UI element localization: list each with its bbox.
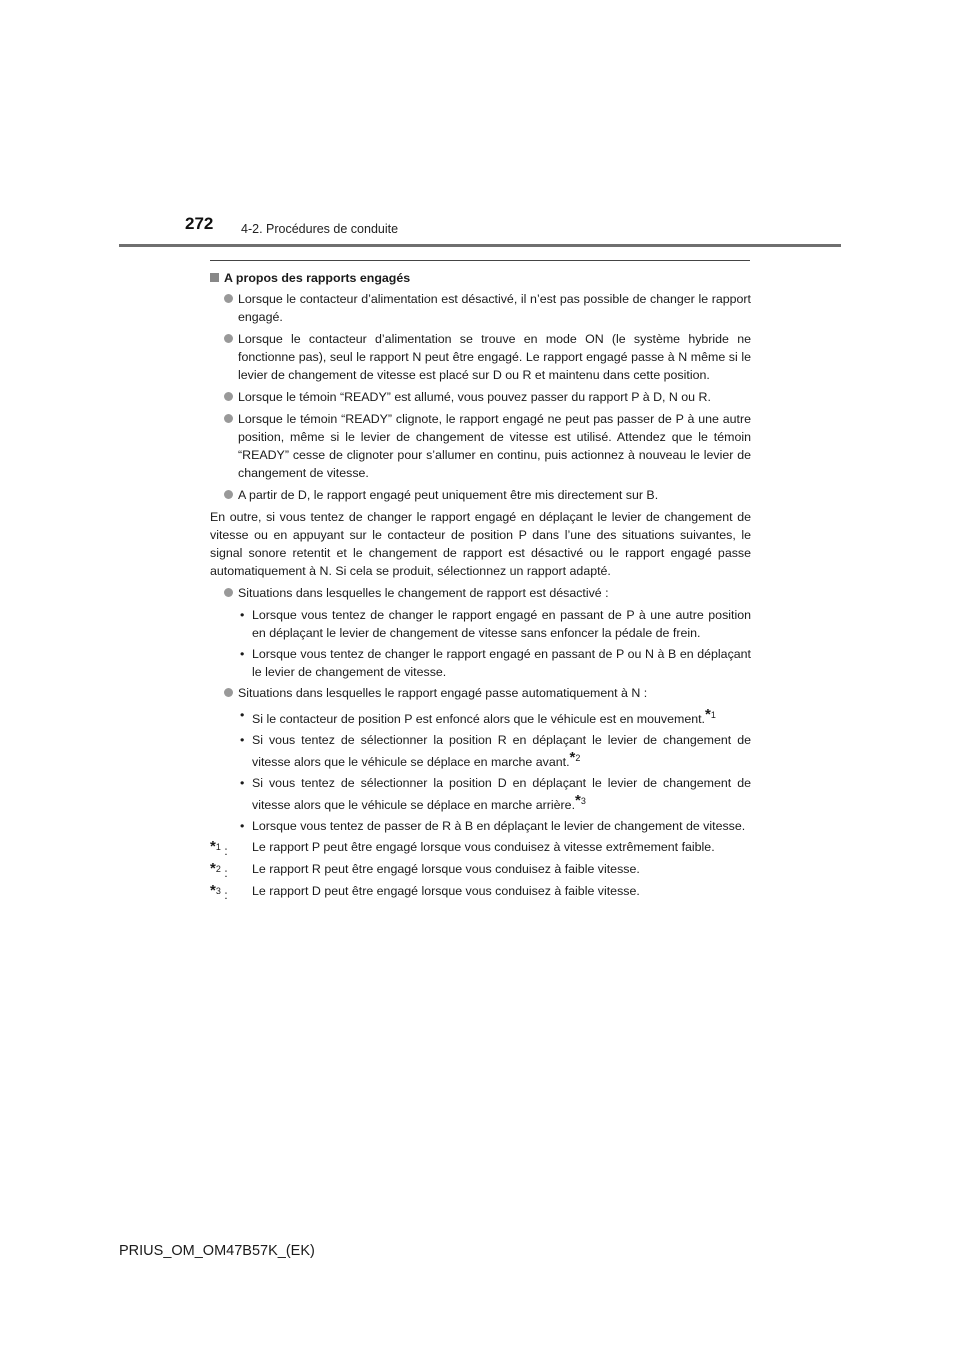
sub-list-item-text: Si vous tentez de sélectionner la position D en déplaçant le levier de changement de vitesse alors que le véhicule se déplace en marche arrière.	[252, 776, 751, 813]
footnote	[210, 882, 751, 903]
list-item-text: Lorsque le contacteur d’alimentation se trouve en mode ON (le système hybride ne fonctionne pas), seul le rapport N peut être engagé. Le rapport engagé passe à N même si le levier de changement de vitesse est placé sur D ou R et maintenu dans cette position.	[238, 332, 751, 382]
footnote-text: Le rapport D peut être engagé lorsque vous conduisez à faible vitesse.	[252, 884, 640, 899]
list-item	[210, 584, 751, 602]
sub-list-item-text: Lorsque vous tentez de changer le rapport engagé en passant de P ou N à B en déplaçant le levier de changement de vitesse.	[252, 647, 751, 679]
round-bullet-icon	[224, 588, 233, 597]
list-item-text: Situations dans lesquelles le rapport engagé passe automatiquement à N :	[238, 686, 648, 700]
sub-list-item	[210, 774, 751, 814]
list-item	[210, 410, 751, 482]
footnote-star: *	[569, 749, 576, 767]
footnote-separator: :	[220, 866, 228, 881]
sub-bullet-glyph: •	[240, 819, 245, 834]
page-number: 272	[185, 214, 214, 233]
sub-bullet-glyph: •	[240, 733, 245, 748]
list-item	[210, 330, 751, 384]
sub-list-item	[210, 817, 751, 835]
list-item-text: Lorsque le témoin “READY” est allumé, vous pouvez passer du rapport P à D, N ou R.	[238, 390, 711, 404]
sub-list-item-text: Si vous tentez de sélectionner la position R en déplaçant le levier de changement de vitesse alors que le véhicule se déplace en marche avant.	[252, 733, 751, 770]
footnote-text: Le rapport P peut être engagé lorsque vous conduisez à vitesse extrêmement faible.	[252, 840, 715, 855]
section-heading-text: A propos des rapports engagés	[224, 271, 411, 285]
list-item	[210, 486, 751, 504]
sub-list-item-text: Si le contacteur de position P est enfoncé alors que le véhicule est en mouvement.	[252, 712, 705, 727]
section-heading	[210, 269, 751, 287]
sub-list-item	[210, 731, 751, 771]
document-code: PRIUS_OM_OM47B57K_(EK)	[119, 1243, 315, 1259]
sub-list-item	[210, 645, 751, 681]
sub-list-item-text: Lorsque vous tentez de passer de R à B en déplaçant le levier de changement de vitesse.	[252, 819, 746, 834]
footnote-star: *	[210, 860, 216, 878]
round-bullet-icon	[224, 392, 233, 401]
sub-list-item-text: Lorsque vous tentez de changer le rapport engagé en passant de P à une autre position en déplaçant le levier de changement de vitesse sans enfoncer la pédale de frein.	[252, 608, 751, 640]
list-item	[210, 290, 751, 326]
page-content	[210, 269, 751, 904]
list-item-text: Situations dans lesquelles le changement de rapport est désactivé :	[238, 586, 609, 600]
footnote-star: *	[575, 792, 581, 810]
round-bullet-icon	[224, 688, 233, 697]
footnote-star: *	[210, 838, 216, 856]
sub-list-item	[210, 706, 751, 728]
section-title: 4-2. Procédures de conduite	[241, 222, 399, 236]
list-item	[210, 388, 751, 406]
square-bullet-icon	[210, 273, 219, 282]
footnote-ref: 1	[710, 710, 716, 720]
body-paragraph: En outre, si vous tentez de changer le rapport engagé en déplaçant le levier de changement de vitesse ou en appuyant sur le contacteur de position P dans l’une des situations suivantes, le signal sonore retentit et le changement de rapport est désactivé ou le rapport engagé passe automatiquement à N. Si cela se produit, sélectionnez un rapport adapté.	[210, 510, 751, 578]
round-bullet-icon	[224, 334, 233, 343]
sub-bullet-glyph: •	[240, 647, 245, 661]
footnote	[210, 838, 751, 859]
sub-list-item	[210, 606, 751, 642]
footnote-separator: :	[220, 844, 228, 859]
header-rule	[119, 244, 841, 247]
footnote-text: Le rapport R peut être engagé lorsque vous conduisez à faible vitesse.	[252, 862, 640, 877]
list-item-text: Lorsque le témoin “READY” clignote, le rapport engagé ne peut pas passer de P à une autre position, même si le levier de changement de vitesse est utilisé. Attendez que le témoin “READY” cesse de clignoter pour s’allumer en continu, puis actionnez à nouveau le levier de changement de vitesse.	[238, 412, 751, 480]
footnote-separator: :	[220, 888, 228, 903]
list-item	[210, 684, 751, 702]
round-bullet-icon	[224, 414, 233, 423]
footnote-marker	[210, 860, 228, 882]
sub-bullet-glyph: •	[240, 608, 245, 622]
footnote-star: *	[210, 882, 216, 900]
round-bullet-icon	[224, 490, 233, 499]
footnote-ref: 2	[575, 753, 581, 764]
footnote-ref: 1	[215, 842, 221, 853]
sub-bullet-glyph: •	[240, 708, 245, 722]
footnote-marker	[210, 882, 228, 904]
content-rule	[210, 260, 750, 261]
list-item-text: Lorsque le contacteur d’alimentation est désactivé, il n’est pas possible de changer le rapport engagé.	[238, 292, 751, 324]
footnote-ref: 2	[215, 864, 221, 875]
sub-bullet-glyph: •	[240, 776, 245, 791]
footnote-marker	[210, 838, 228, 860]
footnote-star: *	[705, 706, 711, 724]
round-bullet-icon	[224, 294, 233, 303]
list-item-text: A partir de D, le rapport engagé peut uniquement être mis directement sur B.	[238, 488, 659, 502]
footnote	[210, 860, 751, 881]
footnote-ref: 3	[580, 796, 586, 807]
footnote-ref: 3	[215, 886, 221, 897]
